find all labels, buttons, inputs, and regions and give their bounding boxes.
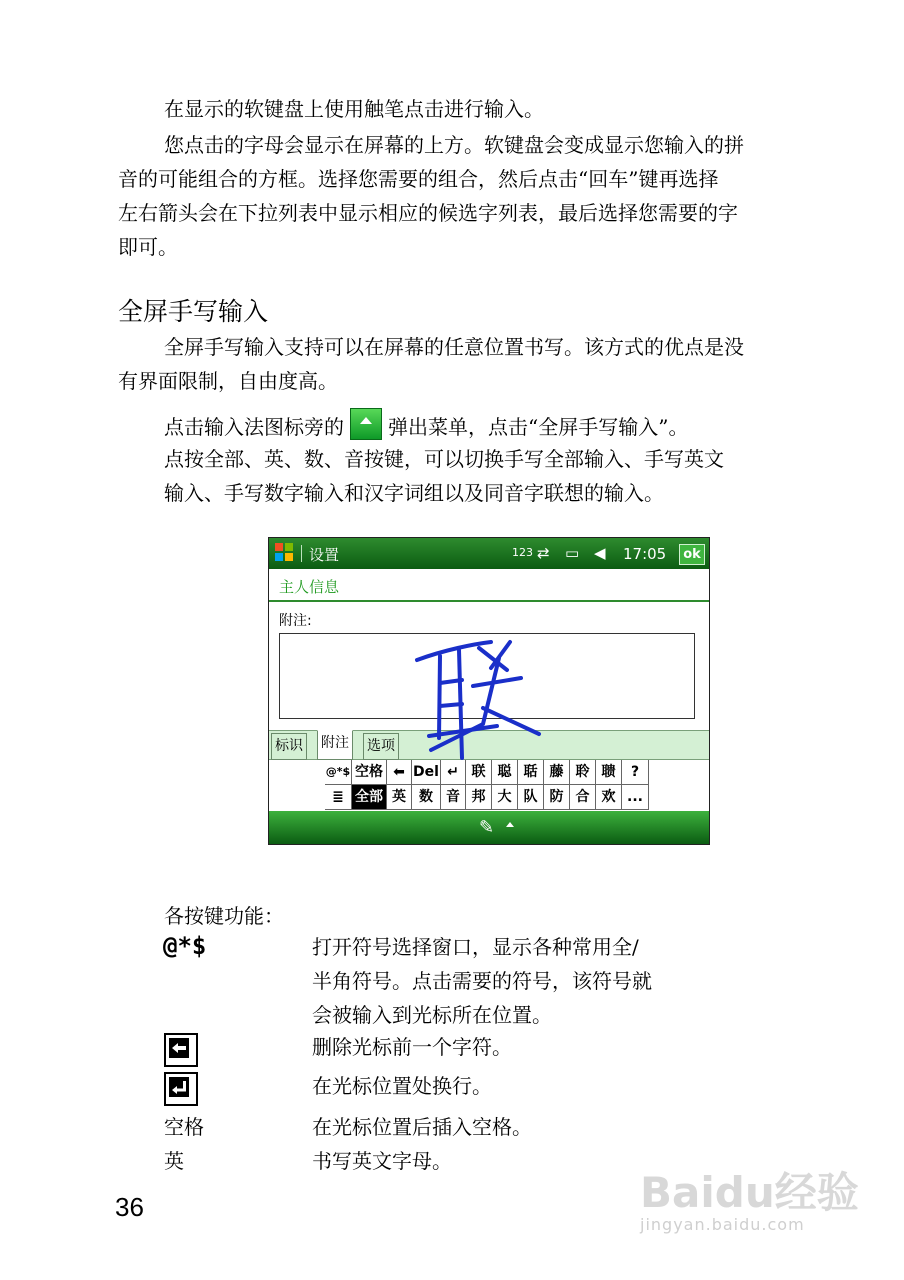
kb-key-symbols[interactable]: @*$ <box>325 760 352 785</box>
kb-candidate[interactable]: 邦 <box>466 785 492 810</box>
english-key-label: 英 <box>164 1149 184 1173</box>
signal-label: 123 <box>512 546 533 559</box>
watermark-logo: Baidu经验 <box>640 1168 859 1217</box>
kb-candidate[interactable]: 联 <box>466 760 492 785</box>
kb-key-help[interactable]: ? <box>622 760 649 785</box>
section-para-line: 全屏手写输入支持可以在屏幕的任意位置书写。该方式的优点是没 <box>164 335 744 359</box>
intro-para-line: 左右箭头会在下拉列表中显示相应的候选字列表，最后选择您需要的字 <box>118 201 738 225</box>
input-panel-bar <box>269 811 709 844</box>
english-desc: 书写英文字母。 <box>312 1149 452 1173</box>
symbols-desc: 半角符号。点击需要的符号，该符号就 <box>312 969 652 993</box>
tab-notes[interactable]: 附注 <box>317 730 353 760</box>
kb-key-number[interactable]: 数 <box>412 785 441 810</box>
kb-candidate[interactable]: 聪 <box>492 760 518 785</box>
tab-options[interactable]: 选项 <box>363 733 399 760</box>
notes-label: 附注: <box>279 613 312 629</box>
kb-candidate[interactable]: 防 <box>544 785 570 810</box>
section-heading: 全屏手写输入 <box>118 297 269 326</box>
kb-key-all[interactable]: 全部 <box>352 785 387 810</box>
kb-key-more[interactable]: ... <box>622 785 649 810</box>
kb-candidate[interactable]: 合 <box>570 785 596 810</box>
kb-key-menu[interactable]: ≣ <box>325 785 352 810</box>
enter-desc: 在光标位置处换行。 <box>312 1074 492 1098</box>
menu-text-after: 弹出菜单，点击“全屏手写输入”。 <box>388 415 689 439</box>
symbols-desc: 打开符号选择窗口，显示各种常用全/ <box>312 935 639 959</box>
kb-key-enter[interactable]: ↵ <box>441 760 466 785</box>
input-method-arrow-icon <box>350 408 382 440</box>
battery-icon[interactable]: ▭ <box>565 544 580 562</box>
backspace-icon <box>164 1033 198 1067</box>
kb-candidate[interactable]: 聩 <box>596 760 622 785</box>
kb-key-backspace[interactable]: ⬅ <box>387 760 412 785</box>
kb-candidate[interactable]: 聒 <box>518 760 544 785</box>
space-key-label: 空格 <box>164 1115 204 1139</box>
section-para-line: 有界面限制，自由度高。 <box>118 369 338 393</box>
clock[interactable]: 17:05 <box>623 545 667 563</box>
kb-candidate[interactable]: 大 <box>492 785 518 810</box>
kb-candidate[interactable]: 队 <box>518 785 544 810</box>
watermark-url: jingyan.baidu.com <box>640 1215 805 1234</box>
kb-candidate[interactable]: 藤 <box>544 760 570 785</box>
section-para-menu <box>164 408 688 444</box>
page-number: 36 <box>115 1192 144 1222</box>
backspace-desc: 删除光标前一个字符。 <box>312 1035 512 1059</box>
tab-identity[interactable]: 标识 <box>271 733 307 760</box>
section-para-line: 点按全部、英、数、音按键，可以切换手写全部输入、手写英文 <box>164 447 724 471</box>
intro-para-line: 即可。 <box>118 235 178 259</box>
kb-key-space[interactable]: 空格 <box>352 760 387 785</box>
device-screenshot <box>268 537 710 845</box>
symbols-desc: 会被输入到光标所在位置。 <box>312 1003 552 1027</box>
intro-para-line: 您点击的字母会显示在屏幕的上方。软键盘会变成显示您输入的拼 <box>164 133 744 157</box>
kb-key-del[interactable]: Del <box>412 760 441 785</box>
device-window-title: 设置 <box>309 546 340 564</box>
volume-icon[interactable]: ◀ <box>594 544 606 562</box>
intro-line-1: 在显示的软键盘上使用触笔点击进行输入。 <box>164 97 544 121</box>
space-desc: 在光标位置后插入空格。 <box>312 1115 532 1139</box>
ok-button[interactable]: ok <box>679 544 705 565</box>
owner-info-heading: 主人信息 <box>279 578 340 596</box>
symbols-icon: @*$ <box>163 932 207 960</box>
connectivity-icon[interactable]: ⇄ <box>537 544 550 562</box>
arrow-up-icon[interactable] <box>506 822 514 827</box>
kb-key-homophone[interactable]: 音 <box>441 785 466 810</box>
kb-candidate[interactable]: 聆 <box>570 760 596 785</box>
kb-key-english[interactable]: 英 <box>387 785 412 810</box>
menu-text-before: 点击输入法图标旁的 <box>164 415 344 439</box>
section-para-line: 输入、手写数字输入和汉字词组以及同音字联想的输入。 <box>164 481 664 505</box>
key-functions-label: 各按键功能： <box>164 904 284 928</box>
intro-para-line: 音的可能组合的方框。选择您需要的组合，然后点击“回车”键再选择 <box>118 167 719 191</box>
kb-candidate[interactable]: 欢 <box>596 785 622 810</box>
enter-icon <box>164 1072 198 1106</box>
pen-icon[interactable]: ✎ <box>479 817 495 838</box>
